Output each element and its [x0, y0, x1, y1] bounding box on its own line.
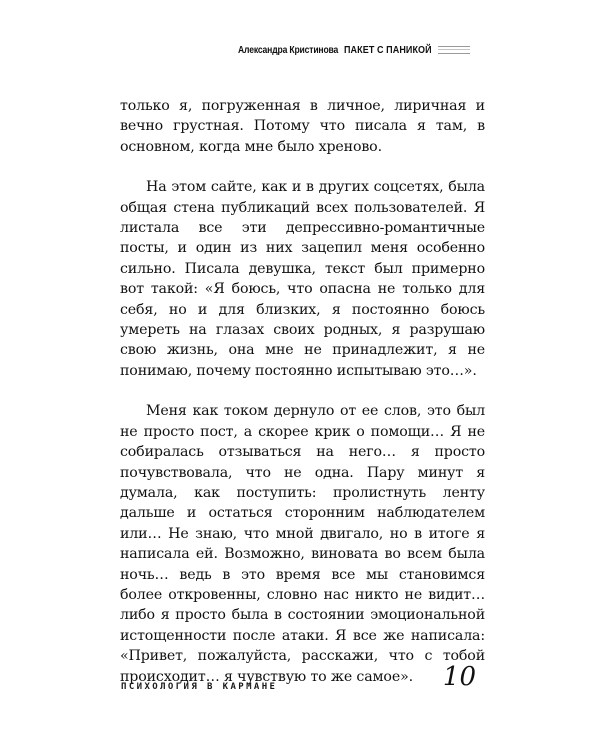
- header-book-title: ПАКЕТ С ПАНИКОЙ: [344, 44, 433, 56]
- header-author: Александра Кристинова: [238, 44, 339, 56]
- paragraph: На этом сайте, как и в других соцсетях, была общая стена публикаций всех пользователей. Я листала все эти депрессивно-романтичные посты, и один из них зацепил меня особенно сильно. Писала девушка, текст был примерно вот такой: «Я боюсь, что опасна не только для себя, но и для близких, я постоянно боюсь умереть на глазах своих родных, я разрушаю свою жизнь, она мне не принадлежит, я не понимаю, почему постоянно испытываю это…».: [120, 179, 485, 379]
- body-text: [120, 96, 485, 687]
- page-number: 10: [442, 662, 476, 692]
- paragraph-continued: только я, погруженная в личное, лиричная и вечно грустная. Потому что писала я там, в основном, когда мне было хреново.: [120, 98, 485, 155]
- footer-series-title: ПСИХОЛОГИЯ В КАРМАНЕ: [121, 682, 278, 692]
- header-rule-lines: [438, 46, 470, 54]
- paragraph: Меня как током дернуло от ее слов, это был не просто пост, а скорее крик о помощи… Я не собиралась отзываться на него… я просто почувствовала, что не одна. Пару минут я думала, как поступить: пролистнуть ленту дальше и остаться сторонним наблюдателем или… Не знаю, что мной двигало, но в итоге я написала ей. Возможно, виновата во всем была ночь… ведь в это время все мы становимся более откровенны, словно нас никто не видит… либо я просто была в состоянии эмоциональной истощенности после атаки. Я все же написала: «Привет, пожалуйста, расскажи, что с тобой происходит… я чувствую то же самое».: [120, 403, 485, 685]
- running-header: [238, 42, 470, 58]
